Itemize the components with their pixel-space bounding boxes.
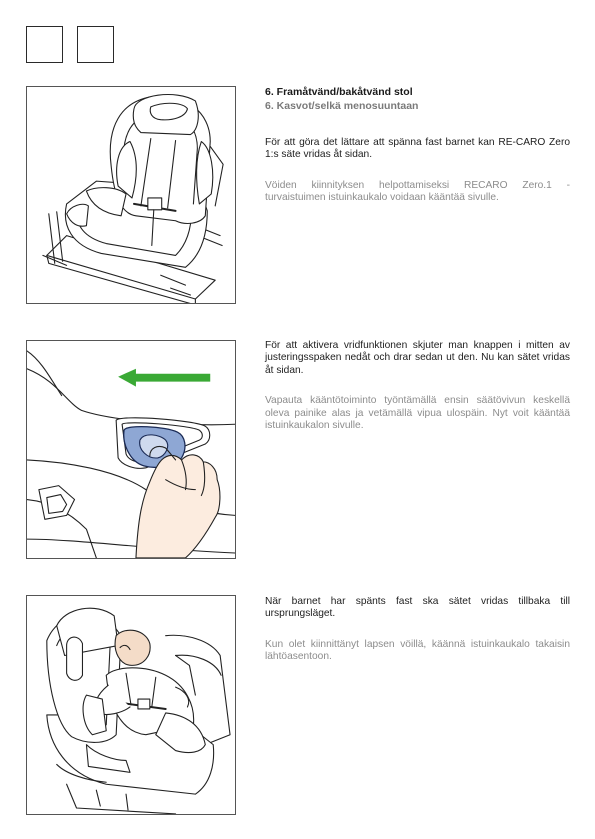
direction-arrow-icon	[118, 369, 210, 387]
car-seat-illustration	[27, 87, 235, 303]
paragraph-swedish: När barnet har spänts fast ska sätet vridas tillbaka till ursprungsläget.	[265, 596, 570, 620]
paragraph-swedish: För att aktivera vridfunktionen skjuter man knappen i mitten av justeringsspaken nedåt och drar sedan ut den. Nu kan sätet vridas åt sidan.	[265, 340, 570, 376]
figure-car-seat	[26, 86, 236, 304]
page-tab-box	[77, 26, 114, 63]
section-2-text	[265, 340, 570, 432]
lever-hand-illustration	[27, 341, 235, 558]
section-heading-finnish: 6. Kasvot/selkä menosuuntaan	[265, 100, 419, 113]
section-heading-swedish: 6. Framåtvänd/bakåtvänd stol	[265, 86, 413, 98]
figure-rotation-lever	[26, 340, 236, 559]
figure-child-in-seat	[26, 595, 236, 815]
paragraph-finnish: Vapauta kääntötoiminto työntämällä ensin säätövivun keskellä oleva painike alas ja vetämällä vipua ulospäin. Nyt voit kääntää istuinkaukalon sivulle.	[265, 395, 570, 432]
paragraph-swedish: För att göra det lättare att spänna fast barnet kan RE-CARO Zero 1:s säte vridas åt sidan.	[265, 136, 570, 161]
section-1-text	[265, 86, 570, 204]
child-seat-illustration	[27, 596, 235, 814]
page-tab-box	[26, 26, 63, 63]
section-3-text	[265, 596, 570, 664]
paragraph-finnish: Kun olet kiinnittänyt lapsen vöillä, käännä istuinkaukalo takaisin lähtöasentoon.	[265, 638, 570, 663]
paragraph-finnish: Vöiden kiinnityksen helpottamiseksi RECARO Zero.1 -turvaistuimen istuinkaukalo voidaan kääntää sivulle.	[265, 179, 570, 204]
